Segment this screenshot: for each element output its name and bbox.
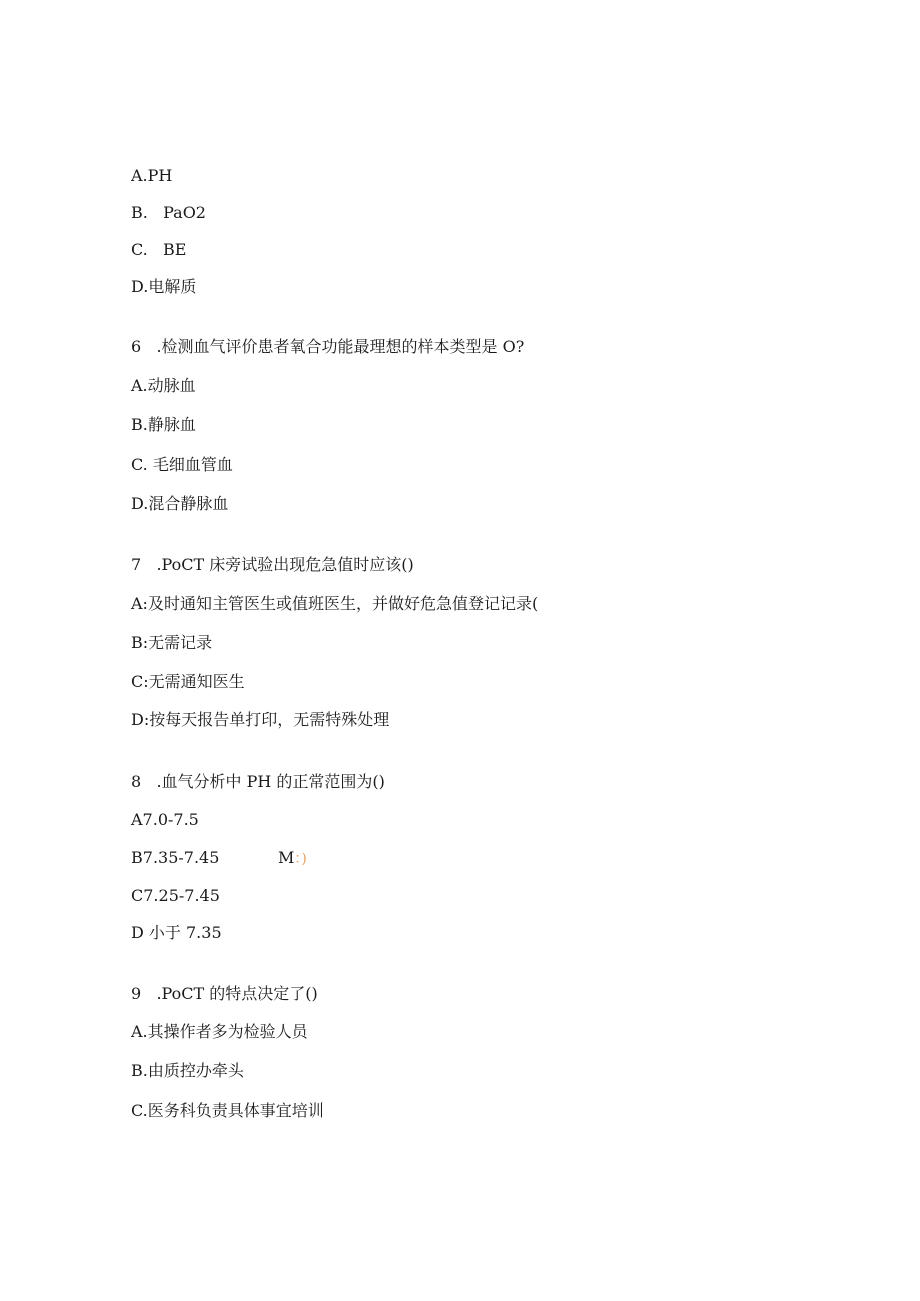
q6-question: 6 .检测血气评价患者氧合功能最理想的样本类型是 O? [131,337,525,356]
q7-option-d: D:按每天报告单打印，无需特殊处理 [131,710,390,729]
q5-option-c: C. BE [131,240,187,259]
q5-option-d: D.电解质 [131,277,197,296]
q6-option-a: A.动脉血 [131,376,196,395]
q9-option-b: B.由质控办牵头 [131,1061,244,1080]
q9-option-c: C.医务科负责具体事宜培训 [131,1101,324,1120]
q7-option-c: C:无需通知医生 [131,672,245,691]
q7-option-b: B:无需记录 [131,633,213,652]
q6-option-d: D.混合静脉血 [131,494,229,513]
q8-option-a: A7.0-7.5 [131,810,199,829]
q8-option-c: C7.25-7.45 [131,886,220,905]
q9-option-a: A.其操作者多为检验人员 [131,1022,308,1041]
q6-option-b: B.静脉血 [131,415,196,434]
q8-option-b: B7.35-7.45 [131,848,220,867]
q9-question: 9 .PoCT 的特点决定了() [131,984,318,1003]
q6-option-c: C. 毛细血管血 [131,455,233,474]
q7-option-a: A:及时通知主管医生或值班医生，并做好危急值登记记录( [131,594,539,613]
margin-note-mark: ：) [294,851,307,867]
q5-option-b: B. PaO2 [131,203,206,222]
q8-margin-note [278,848,307,869]
q7-question: 7 .PoCT 床旁试验出现危急值时应该() [131,555,414,574]
margin-note-letter: M [278,848,295,867]
q8-question: 8 .血气分析中 PH 的正常范围为() [131,772,385,791]
q5-option-a: A.PH [131,166,173,185]
q8-option-d: D 小于 7.35 [131,923,222,942]
